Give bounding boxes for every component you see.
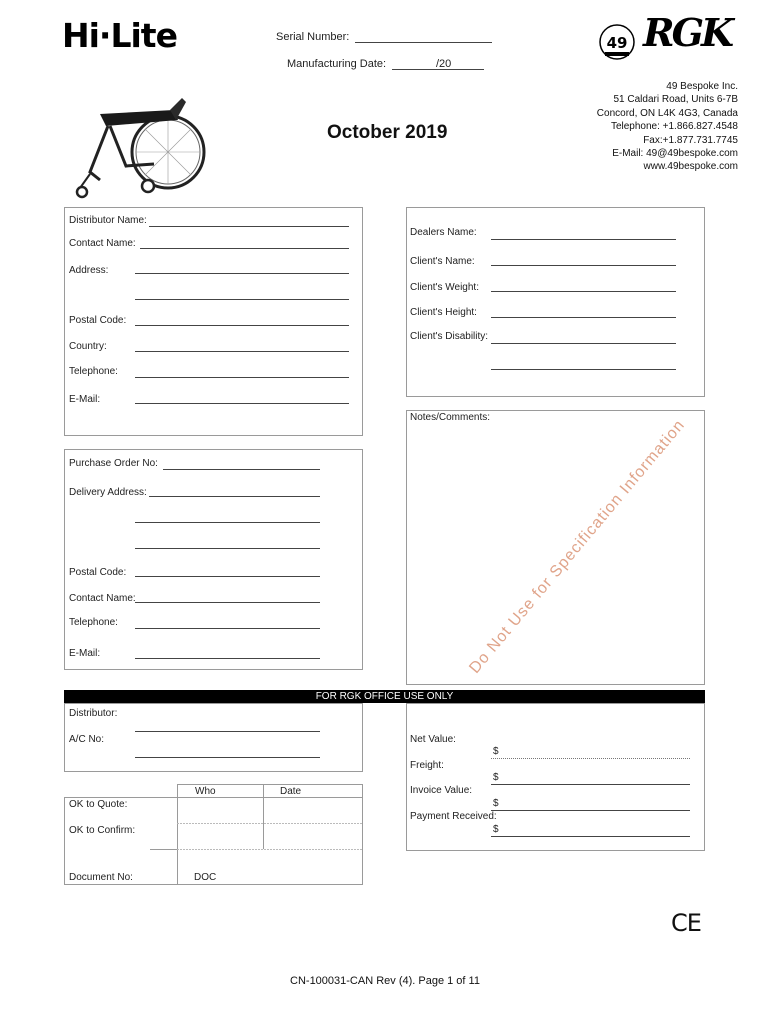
delivery-address-field-2[interactable]: [135, 522, 320, 523]
net-value-currency: $: [493, 746, 499, 757]
company-address-block: [597, 80, 738, 174]
invoice-value-label: Invoice Value:: [410, 785, 473, 796]
rgk-logo: RGK: [643, 10, 732, 55]
invoice-value-field[interactable]: [491, 810, 690, 811]
manufacturing-year-suffix: /20: [436, 58, 452, 70]
serial-number-field[interactable]: [355, 42, 492, 43]
delivery-address-label: Delivery Address:: [69, 487, 147, 498]
delivery-contact-field[interactable]: [135, 602, 320, 603]
freight-field[interactable]: [491, 784, 690, 785]
address-label: Address:: [69, 265, 109, 276]
company-address-line1: 51 Caldari Road, Units 6-7B: [613, 94, 738, 106]
company-name: 49 Bespoke Inc.: [666, 81, 738, 92]
client-weight-label: Client's Weight:: [410, 282, 479, 293]
document-number-prefix: DOC: [194, 872, 217, 883]
ok-to-quote-label: OK to Quote:: [69, 799, 128, 810]
company-telephone: Telephone: +1.866.827.4548: [610, 121, 738, 133]
dealers-name-label: Dealers Name:: [410, 227, 477, 238]
office-use-banner: FOR RGK OFFICE USE ONLY: [64, 690, 705, 703]
purchase-section: [64, 449, 363, 670]
office-values-section: [406, 703, 705, 851]
address-field-2[interactable]: [135, 299, 349, 300]
country-field[interactable]: [135, 351, 349, 352]
wheelchair-image: [70, 92, 206, 200]
49-bespoke-logo: [597, 22, 637, 62]
delivery-address-field-3[interactable]: [135, 548, 320, 549]
client-disability-field-2[interactable]: [491, 369, 676, 370]
client-name-field[interactable]: [491, 265, 676, 266]
delivery-email-field[interactable]: [135, 658, 320, 659]
client-height-field[interactable]: [491, 317, 676, 318]
address-field-1[interactable]: [135, 273, 349, 274]
account-number-field[interactable]: [135, 757, 320, 758]
page-footer: CN-100031-CAN Rev (4). Page 1 of 11: [290, 975, 480, 987]
email-field[interactable]: [135, 403, 349, 404]
payment-received-label: Payment Received:: [410, 811, 497, 822]
postal-code-label: Postal Code:: [69, 315, 127, 326]
delivery-email-label: E-Mail:: [69, 648, 101, 659]
ok-to-confirm-label: OK to Confirm:: [69, 825, 136, 836]
company-email: E-Mail: 49@49bespoke.com: [612, 148, 738, 160]
office-distributor-label: Distributor:: [69, 708, 118, 719]
distributor-name-label: Distributor Name:: [69, 215, 147, 226]
ce-mark: CE: [671, 909, 701, 937]
purchase-order-field[interactable]: [163, 469, 320, 470]
dealers-name-field[interactable]: [491, 239, 676, 240]
invoice-value-currency: $: [493, 798, 499, 809]
manufacturing-date-label: Manufacturing Date:: [287, 58, 387, 70]
net-value-label: Net Value:: [410, 734, 456, 745]
delivery-address-field-1[interactable]: [149, 496, 320, 497]
freight-currency: $: [493, 772, 499, 783]
company-fax: Fax:+1.877.731.7745: [643, 134, 738, 146]
telephone-field[interactable]: [135, 377, 349, 378]
telephone-label: Telephone:: [69, 366, 118, 377]
contact-name-label: Contact Name:: [69, 238, 136, 249]
payment-received-field[interactable]: [491, 836, 690, 837]
form-title: October 2019: [327, 122, 448, 143]
country-label: Country:: [69, 341, 107, 352]
freight-label: Freight:: [410, 760, 444, 771]
hilite-logo: Hi·Lite: [62, 16, 177, 55]
client-height-label: Client's Height:: [410, 307, 477, 318]
notes-label: Notes/Comments:: [410, 412, 491, 423]
delivery-telephone-label: Telephone:: [69, 617, 118, 628]
serial-number-label: Serial Number:: [276, 31, 350, 43]
email-label: E-Mail:: [69, 394, 101, 405]
delivery-telephone-field[interactable]: [135, 628, 320, 629]
who-column-header: Who: [195, 786, 216, 797]
date-column-header: Date: [280, 786, 302, 797]
payment-received-currency: $: [493, 824, 499, 835]
client-name-label: Client's Name:: [410, 256, 475, 267]
office-distributor-field[interactable]: [135, 731, 320, 732]
purchase-order-label: Purchase Order No:: [69, 458, 158, 469]
company-address-line2: Concord, ON L4K 4G3, Canada: [596, 107, 738, 119]
postal-code-field[interactable]: [135, 325, 349, 326]
account-number-label: A/C No:: [69, 734, 105, 745]
notes-watermark: Do Not Use for Specification Information: [466, 416, 689, 677]
client-disability-field-1[interactable]: [491, 343, 676, 344]
net-value-field[interactable]: [491, 758, 690, 759]
document-number-label: Document No:: [69, 872, 133, 883]
svg-text:49: 49: [606, 34, 628, 52]
client-disability-label: Client's Disability:: [410, 331, 489, 342]
delivery-postal-field[interactable]: [135, 576, 320, 577]
delivery-contact-label: Contact Name:: [69, 593, 136, 604]
company-website: www.49bespoke.com: [643, 161, 738, 173]
contact-name-field[interactable]: [140, 248, 349, 249]
client-weight-field[interactable]: [491, 291, 676, 292]
delivery-postal-label: Postal Code:: [69, 567, 127, 578]
distributor-name-field[interactable]: [149, 226, 349, 227]
